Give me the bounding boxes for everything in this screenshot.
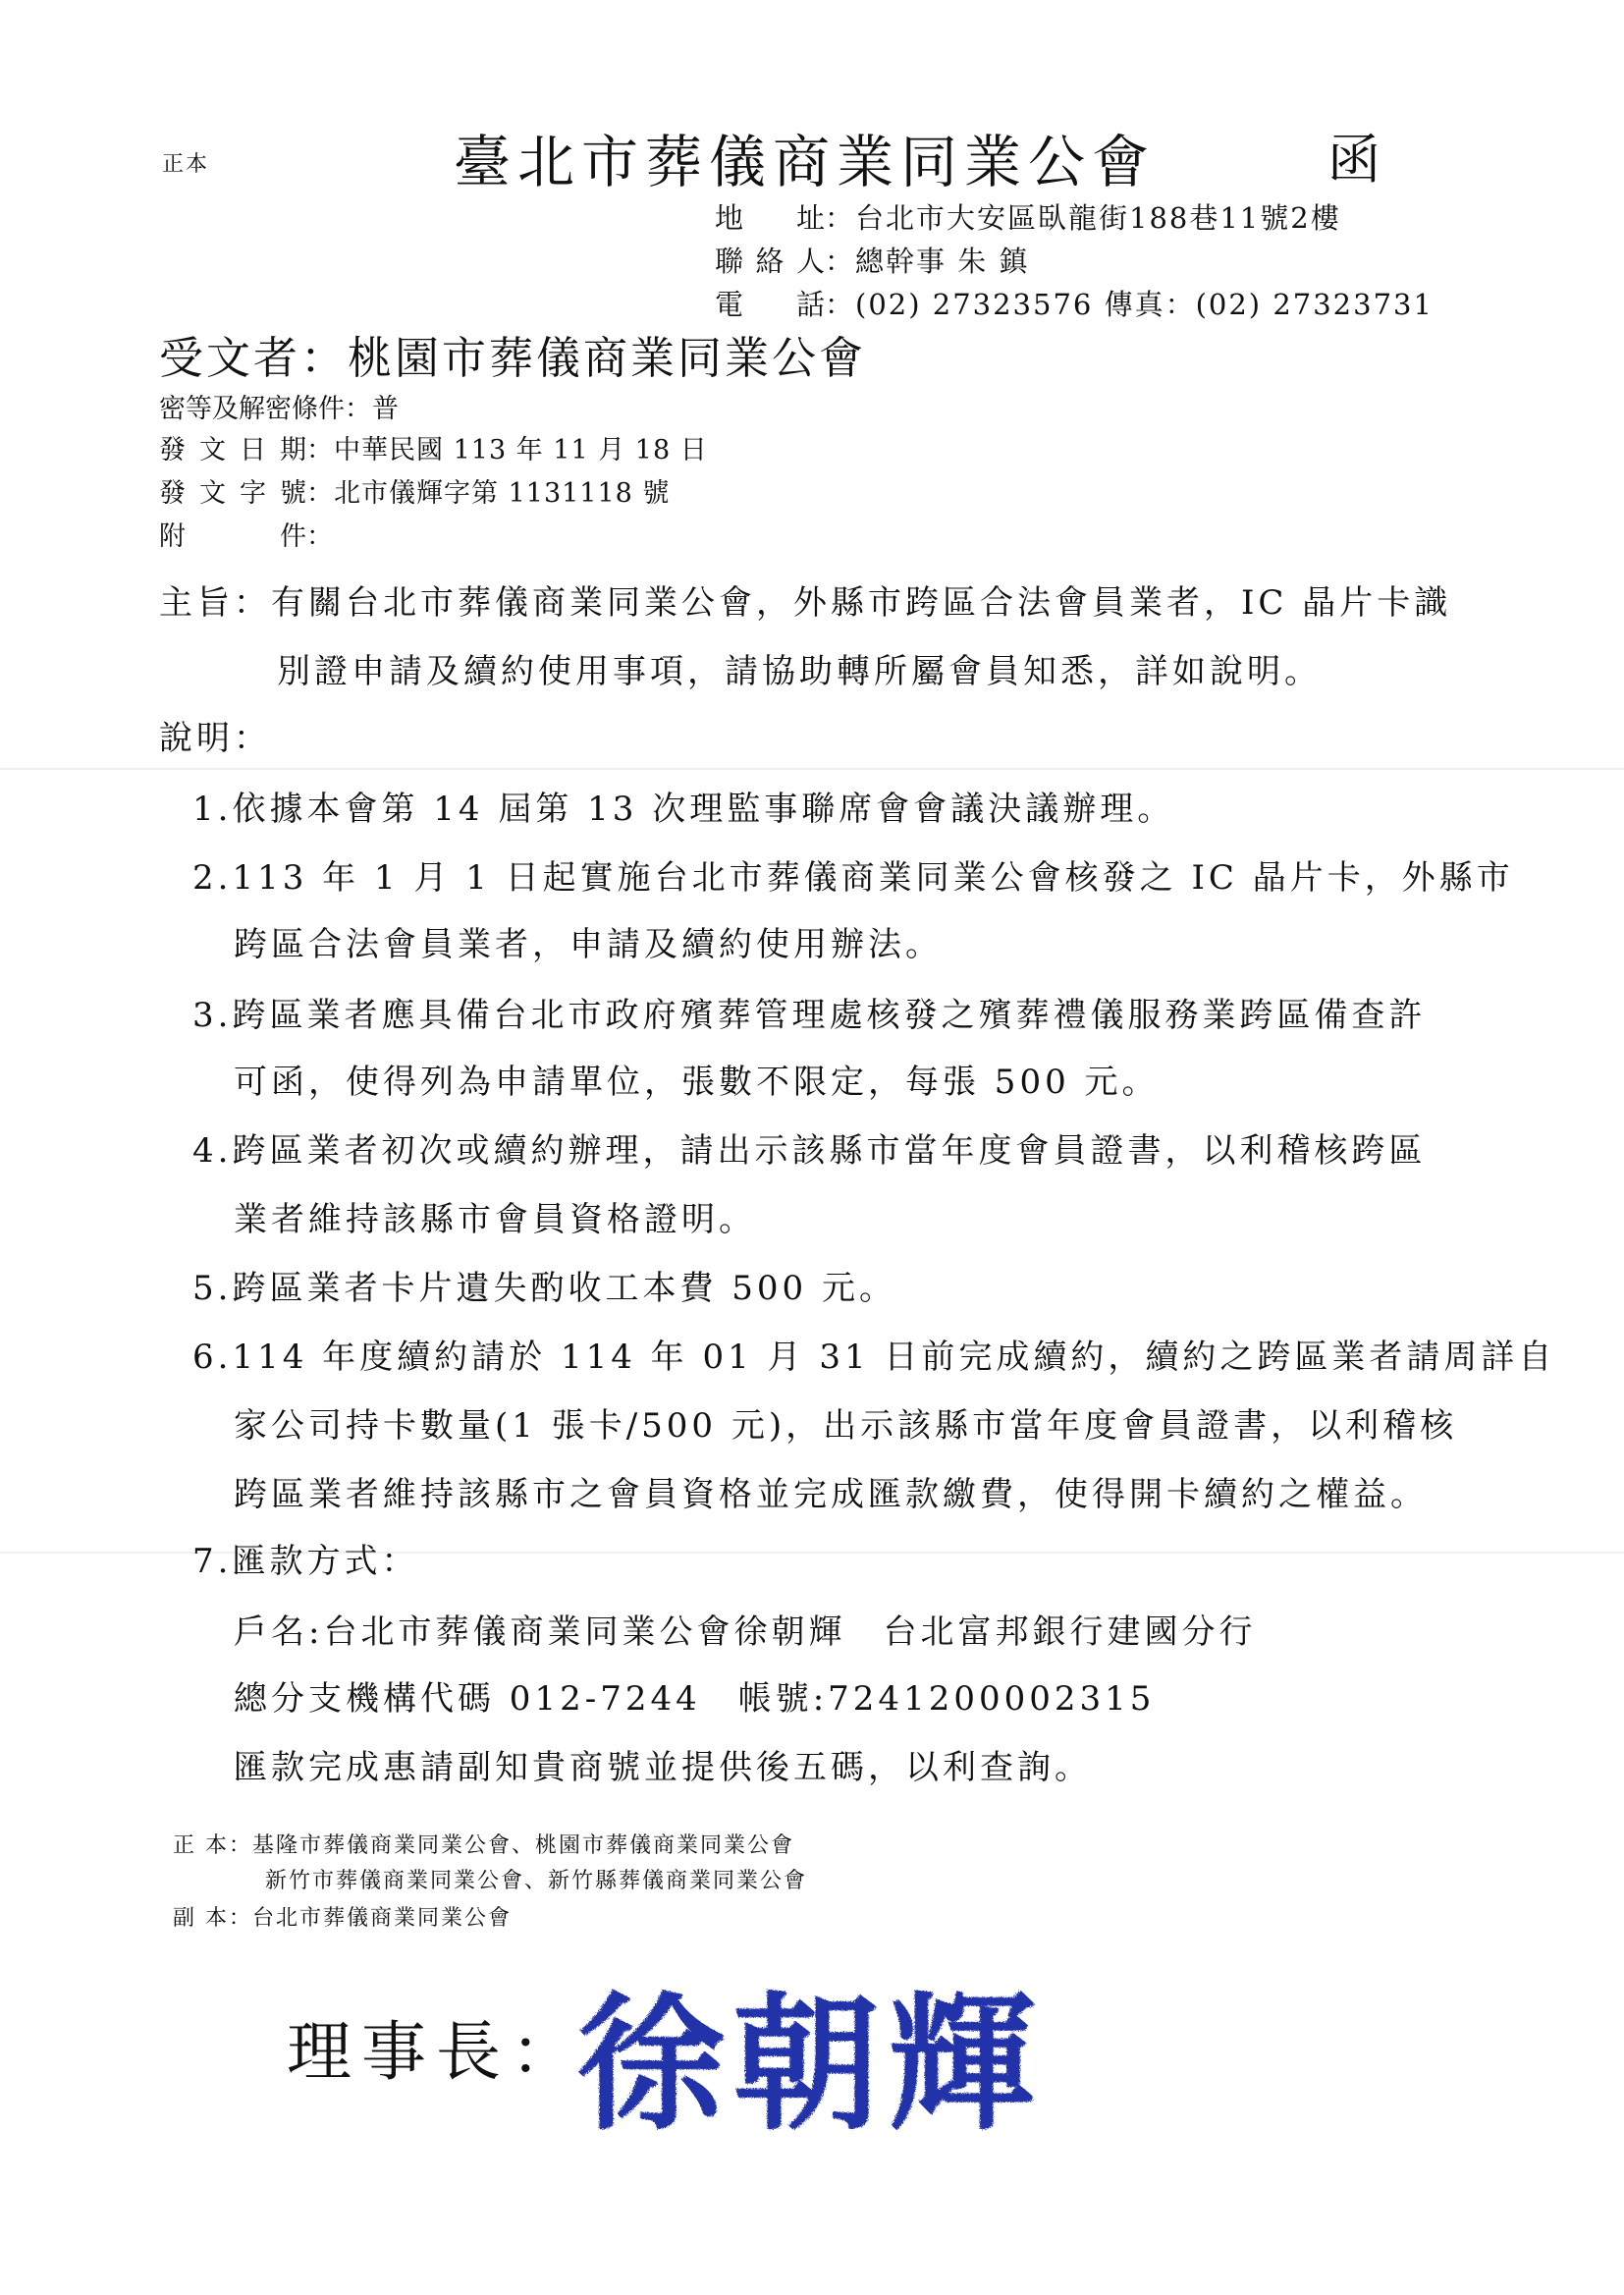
sender-contact-value: ：總幹事 朱 鎮 (825, 245, 1030, 278)
attachment-value: ： (306, 521, 334, 552)
chairman-seal (573, 1968, 1047, 2147)
chairman-label: 理事長： (287, 2014, 585, 2090)
letter-type: 函 (1327, 129, 1380, 191)
remittance-note: 匯款完成惠請副知貴商號並提供後五碼，以利查詢。 (234, 1748, 1092, 1787)
explanation-item-4: 4.跨區業者初次或續約辦理，請出示該縣市當年度會員證書，以利稽核跨區 (192, 1131, 1427, 1171)
seal-text: 徐朝輝 (576, 1978, 1044, 2147)
sender-phone-key: 電 話 (715, 288, 825, 321)
fold-line (0, 768, 1624, 770)
explanation-label: 說明： (159, 719, 271, 758)
org-title: 臺北市葬儀商業同業公會 (454, 129, 1157, 195)
remittance-account-name: 戶名:台北市葬儀商業同業公會徐朝輝 台北富邦銀行建國分行 (234, 1612, 1257, 1652)
explanation-item-2: 2.113 年 1 月 1 日起實施台北市葬儀商業同業公會核發之 IC 晶片卡，外縣市 (192, 858, 1514, 898)
subject-line: 主旨：有關台北市葬儀商業同業公會，外縣市跨區合法會員業者，IC 晶片卡識 (159, 583, 1452, 623)
issue-date-row (159, 428, 708, 466)
secrecy-value: ：普 (345, 394, 400, 424)
explanation-item-5: 5.跨區業者卡片遺失酌收工本費 500 元。 (192, 1269, 896, 1308)
explanation-item-1: 1.依據本會第 14 屆第 13 次理監事聯席會會議決議辦理。 (192, 790, 1175, 829)
subject-line: 別證申請及續約使用事項，請協助轉所屬會員知悉，詳如說明。 (277, 652, 1322, 691)
sender-contact (715, 240, 1029, 280)
sender-address-key: 地 址 (715, 201, 825, 235)
attachment-key: 附件 (159, 521, 306, 552)
recipient: 受文者：桃園市葬儀商業同業公會 (159, 332, 867, 384)
seal-stamp-image (573, 1968, 1047, 2147)
sender-phone-value: ：(02) 27323576 傳真：(02) 27323731 (825, 288, 1434, 321)
explanation-item-6-cont: 家公司持卡數量(1 張卡/500 元)，出示該縣市當年度會員證書，以利稽核 (234, 1406, 1458, 1446)
explanation-item-6: 6.114 年度續約請於 114 年 01 月 31 日前完成續約，續約之跨區業者請周詳自 (192, 1338, 1556, 1377)
explanation-item-3: 3.跨區業者應具備台北市政府殯葬管理處核發之殯葬禮儀服務業跨區備查許 (192, 996, 1427, 1035)
sender-phone (715, 283, 1434, 323)
doc-number-value: ：北市儀輝字第 1131118 號 (306, 478, 671, 509)
explanation-item-3-cont: 可函，使得列為申請單位，張數不限定，每張 500 元。 (234, 1063, 1160, 1102)
distribution-original-cont: 新竹市葬儀商業同業公會、新竹縣葬儀商業同業公會 (265, 1869, 808, 1893)
sender-address-value: ：台北市大安區臥龍街188巷11號2樓 (825, 201, 1341, 235)
attachment-row (159, 515, 334, 553)
secrecy-row (159, 387, 400, 425)
issue-date-value: ：中華民國 113 年 11 月 18 日 (306, 435, 708, 465)
explanation-item-4-cont: 業者維持該縣市會員資格證明。 (234, 1200, 756, 1239)
sender-address (715, 196, 1341, 237)
doc-number-key: 發文字號 (159, 478, 306, 509)
sender-contact-key: 聯絡人 (715, 245, 825, 278)
remittance-account-number: 總分支機構代碼 012-7244 帳號:7241200002315 (234, 1679, 1156, 1719)
explanation-item-2-cont: 跨區合法會員業者，申請及續約使用辦法。 (234, 925, 943, 964)
distribution-original: 正 本：基隆市葬儀商業同業公會、桃園市葬儀商業同業公會 (173, 1833, 794, 1858)
distribution-copy: 副 本：台北市葬儀商業同業公會 (173, 1906, 512, 1931)
doc-number-row (159, 471, 670, 510)
issue-date-key: 發文日期 (159, 435, 306, 465)
copy-mark: 正本 (162, 152, 210, 177)
explanation-item-6-cont: 跨區業者維持該縣市之會員資格並完成匯款繳費，使得開卡續約之權益。 (234, 1475, 1428, 1514)
secrecy-key: 密等及解密條件 (159, 394, 345, 424)
explanation-item-7: 7.匯款方式： (192, 1542, 419, 1581)
